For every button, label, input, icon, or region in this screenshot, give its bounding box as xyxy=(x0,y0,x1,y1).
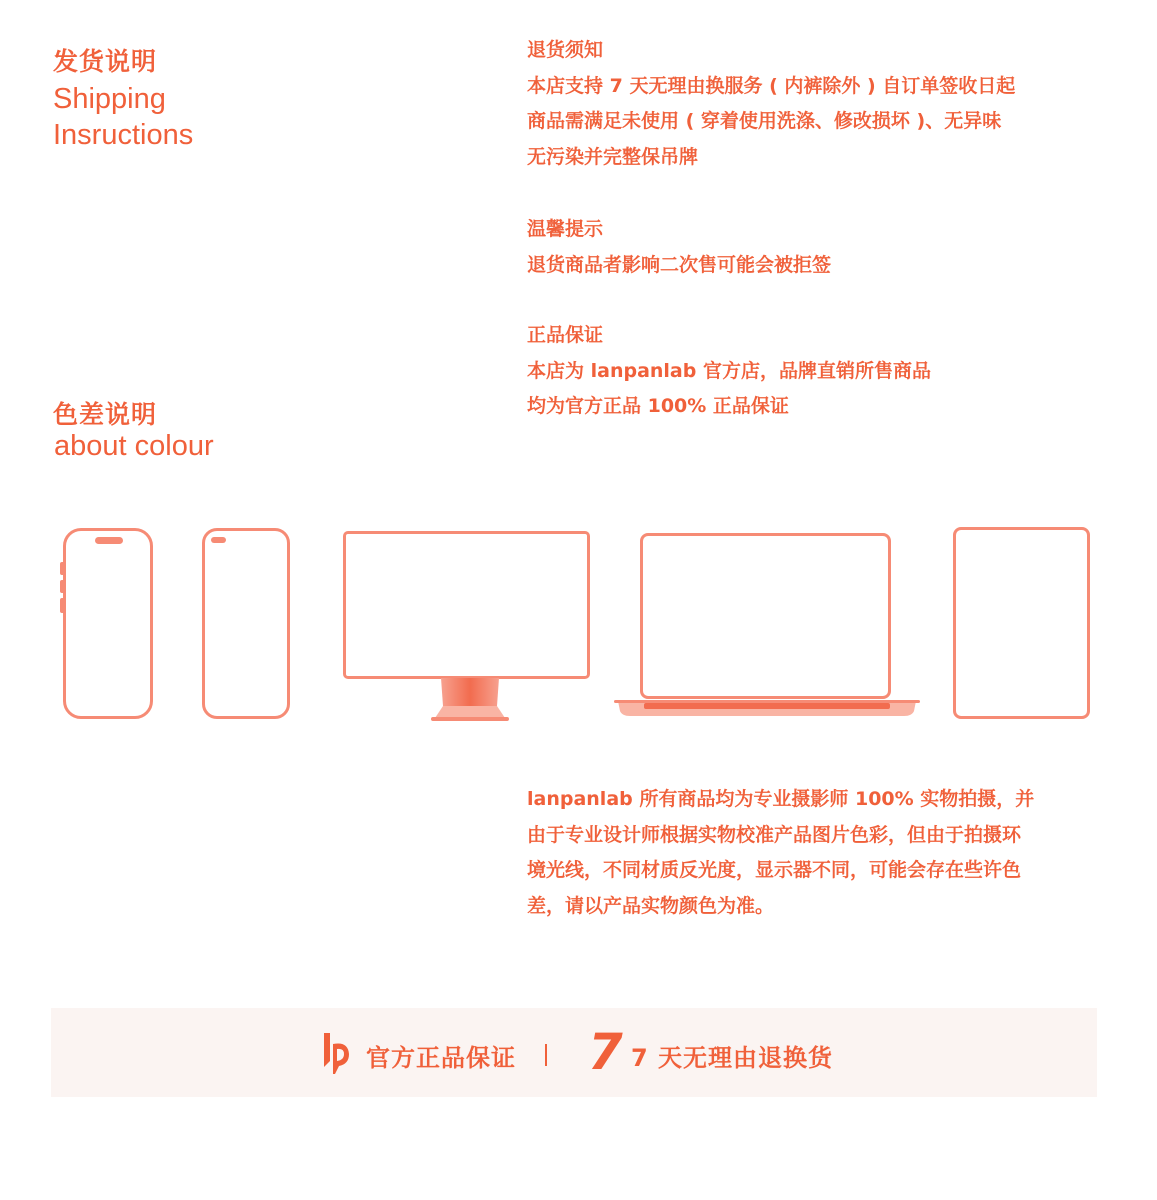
colour-note-line: 境光线，不同材质反光度，显示器不同，可能会存在些许色 xyxy=(527,859,1022,882)
colour-title-en: about colour xyxy=(54,430,214,462)
monitor-screen xyxy=(343,531,590,679)
colour-note xyxy=(527,782,1087,925)
phone-side-button xyxy=(60,580,65,593)
authentic-line: 本店为 lanpanlab 官方店，品牌直销所售商品 xyxy=(527,359,931,382)
lp-logo-icon xyxy=(321,1030,355,1076)
badge-return-text: 7 天无理由退换货 xyxy=(631,1044,834,1072)
authentic-title: 正品保证 xyxy=(527,324,604,346)
shipping-title-cn: 发货说明 xyxy=(53,47,158,76)
tips-section xyxy=(527,212,1107,283)
phone-outline-2 xyxy=(202,528,290,719)
returns-section xyxy=(527,33,1107,176)
footer-divider xyxy=(545,1044,547,1066)
tablet-outline xyxy=(953,527,1090,719)
phone-notch-icon xyxy=(95,537,123,544)
footer-guarantee-bar xyxy=(51,1008,1097,1097)
authentic-line: 均为官方正品 100% 正品保证 xyxy=(527,395,789,418)
returns-line: 商品需满足未使用 ( 穿着使用洗涤、修改损坏 )、无异味 xyxy=(527,110,1002,133)
authentic-section xyxy=(527,318,1107,425)
shipping-title-en-2: Insructions xyxy=(53,119,194,151)
colour-note-line: lanpanlab 所有商品均为专业摄影师 100% 实物拍摄，并 xyxy=(527,788,1035,810)
seven-day-icon: 7 xyxy=(588,1023,623,1081)
shipping-title-en-1: Shipping xyxy=(53,83,166,115)
phone-camera-icon xyxy=(211,537,226,543)
phone-side-button xyxy=(60,562,65,575)
phone-side-button xyxy=(60,598,65,613)
laptop-base-icon xyxy=(614,697,920,719)
tips-title: 温馨提示 xyxy=(527,218,604,240)
badge-official-text: 官方正品保证 xyxy=(366,1044,516,1072)
colour-title-cn: 色差说明 xyxy=(53,400,158,429)
colour-note-line: 由于专业设计师根据实物校准产品图片色彩，但由于拍摄环 xyxy=(527,823,1022,846)
monitor-stand-icon xyxy=(425,676,515,722)
colour-note-line: 差，请以产品实物颜色为准。 xyxy=(527,895,775,918)
returns-line: 本店支持 7 天无理由换服务 ( 内裤除外 ) 自订单签收日起 xyxy=(527,74,1016,97)
returns-line: 无污染并完整保吊牌 xyxy=(527,146,699,169)
returns-title: 退货须知 xyxy=(527,39,604,61)
phone-outline-1 xyxy=(63,528,153,719)
tips-line: 退货商品者影响二次售可能会被拒签 xyxy=(527,253,832,276)
laptop-screen xyxy=(640,533,891,699)
